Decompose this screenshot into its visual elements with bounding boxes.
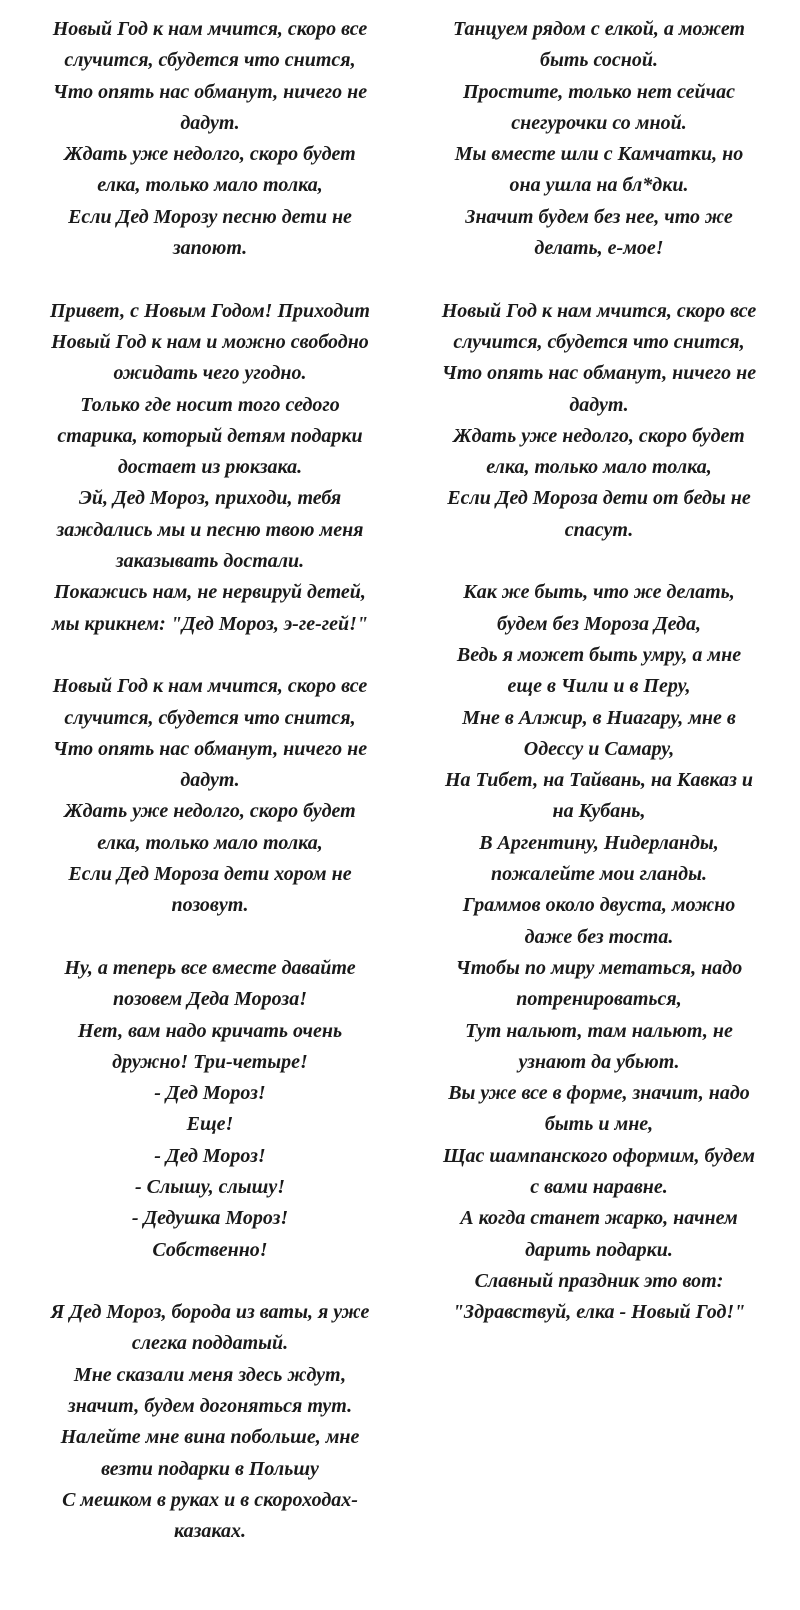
lyric-line: Чтобы по миру метаться, надо xyxy=(455,956,743,979)
stanza-gap xyxy=(20,922,400,953)
lyric-line: слегка поддатый. xyxy=(131,1332,289,1355)
lyric-line: она ушла на бл*дки. xyxy=(509,174,689,197)
lyric-line: спасут. xyxy=(564,518,634,541)
lyric-line: казаках. xyxy=(173,1520,247,1543)
lyric-line: с вами наравне. xyxy=(530,1175,668,1198)
lyric-line: Новый Год к нам мчится, скоро все xyxy=(52,675,368,698)
lyric-line: Танцуем рядом с елкой, а может xyxy=(453,18,745,40)
lyric-line: С мешком в руках и в скороходах- xyxy=(62,1488,358,1511)
lyric-line: - Дед Мороз! xyxy=(154,1082,266,1105)
lyric-line: Как же быть, что же делать, xyxy=(463,581,735,604)
lyric-line: - Слышу, слышу! xyxy=(134,1175,286,1198)
lyric-line: Ждать уже недолго, скоро будет xyxy=(64,800,356,823)
stanza-gap xyxy=(410,546,788,577)
lyric-line: Эй, Дед Мороз, приходи, тебя xyxy=(78,487,342,510)
stanza-gap xyxy=(410,264,788,295)
lyric-line: Мне в Алжир, в Ниагару, мне в xyxy=(462,706,736,729)
lyric-line: Если Дед Мороза дети от беды не xyxy=(447,487,751,510)
lyric-line: дружно! Три-четыре! xyxy=(112,1050,308,1073)
lyric-line: елка, только мало толка, xyxy=(97,831,323,854)
lyric-line: Ну, а теперь все вместе давайте xyxy=(64,956,356,979)
lyric-line: Одессу и Самару, xyxy=(523,737,675,760)
lyric-line: Нет, вам надо кричать очень xyxy=(77,1019,343,1042)
lyric-line: Славный праздник это вот: xyxy=(474,1269,724,1292)
lyric-line: значит, будем догоняться тут. xyxy=(67,1395,353,1418)
lyric-line: Собственно! xyxy=(152,1238,268,1261)
lyric-line: старика, который детям подарки xyxy=(57,424,363,447)
right-lyrics-column xyxy=(410,14,788,1610)
lyric-line: на Кубань, xyxy=(552,800,646,823)
lyric-line: позовем Деда Мороза! xyxy=(113,988,307,1011)
lyric-line: Привет, с Новым Годом! Приходит xyxy=(50,299,370,322)
stanza-gap xyxy=(20,264,400,295)
lyric-line: Мы вместе шли с Камчатки, но xyxy=(454,143,744,166)
lyric-line: Значит будем без нее, что же xyxy=(465,205,733,228)
lyric-line: - Дед Мороз! xyxy=(154,1144,266,1167)
left-lyrics-column xyxy=(20,14,400,1610)
lyric-line: елка, только мало толка, xyxy=(97,174,323,197)
lyric-line: запоют. xyxy=(172,237,248,260)
lyric-line: Ведь я может быть умру, а мне xyxy=(456,643,742,666)
lyric-line: Только где носит того седого xyxy=(80,393,340,416)
lyric-line: елка, только мало толка, xyxy=(486,456,712,479)
lyric-line: Вы уже все в форме, значит, надо xyxy=(448,1082,750,1105)
lyric-line: Я Дед Мороз, борода из ваты, я уже xyxy=(50,1301,370,1324)
lyric-line: На Тибет, на Тайвань, на Кавказ и xyxy=(445,769,753,792)
lyric-line: еще в Чили и в Перу, xyxy=(507,675,691,698)
lyric-line: дадут. xyxy=(569,393,629,416)
lyric-line: Что опять нас обманут, ничего не xyxy=(52,80,368,103)
lyric-line: Налейте мне вина побольше, мне xyxy=(60,1426,360,1449)
lyric-line: Новый Год к нам и можно свободно xyxy=(51,330,369,353)
lyric-line: мы крикнем: "Дед Мороз, э-ге-гей!" xyxy=(51,612,369,635)
lyric-line: Тут нальют, там нальют, не xyxy=(465,1019,733,1042)
lyric-line: Граммов около двуста, можно xyxy=(462,894,736,917)
lyric-line: Новый Год к нам мчится, скоро все xyxy=(441,299,757,322)
lyric-line: случится, сбудется что снится, xyxy=(64,49,356,72)
lyric-line: Еще! xyxy=(186,1113,234,1136)
stanza-gap xyxy=(20,640,400,671)
lyric-line: быть сосной. xyxy=(539,49,659,72)
lyric-line: даже без тоста. xyxy=(524,925,674,948)
lyric-line: пожалейте мои гланды. xyxy=(491,863,707,886)
lyric-line: дарить подарки. xyxy=(525,1238,673,1261)
lyric-line: узнают да убьют. xyxy=(518,1050,680,1073)
lyric-line: снегурочки со мной. xyxy=(511,111,687,134)
lyric-line: дадут. xyxy=(180,111,240,134)
lyric-line: позовут. xyxy=(171,894,249,917)
lyric-line: В Аргентину, Нидерланды, xyxy=(479,831,719,854)
lyric-line: заждались мы и песню твою меня xyxy=(56,518,364,541)
lyric-line: случится, сбудется что снится, xyxy=(64,706,356,729)
lyric-line: Ждать уже недолго, скоро будет xyxy=(64,143,356,166)
lyric-line: дадут. xyxy=(180,769,240,792)
lyric-line: везти подарки в Польшу xyxy=(101,1457,319,1480)
stanza-gap xyxy=(20,1266,400,1297)
lyric-line: Если Дед Мороза дети хором не xyxy=(68,863,352,886)
lyric-line: заказывать достали. xyxy=(115,550,305,573)
lyric-line: достает из рюкзака. xyxy=(117,456,303,479)
lyric-line: Мне сказали меня здесь ждут, xyxy=(73,1363,347,1386)
lyric-line: будем без Мороза Деда, xyxy=(497,612,701,635)
lyric-line: Новый Год к нам мчится, скоро все xyxy=(52,18,368,40)
lyric-line: ожидать чего угодно. xyxy=(113,362,307,385)
lyric-line: Простите, только нет сейчас xyxy=(462,80,736,103)
lyric-line: Если Дед Морозу песню дети не xyxy=(68,205,352,228)
lyric-line: Ждать уже недолго, скоро будет xyxy=(453,424,745,447)
lyric-line: случится, сбудется что снится, xyxy=(453,330,745,353)
lyric-line: Щас шампанского оформим, будем xyxy=(442,1144,755,1167)
lyric-line: Покажись нам, не нервируй детей, xyxy=(54,581,366,604)
lyric-line: "Здравствуй, елка - Новый Год!" xyxy=(452,1301,746,1324)
lyric-line: делать, е-мое! xyxy=(534,237,664,260)
lyric-line: Что опять нас обманут, ничего не xyxy=(52,737,368,760)
lyric-line: быть и мне, xyxy=(544,1113,654,1136)
lyric-line: потренироваться, xyxy=(516,988,682,1011)
lyric-line: А когда станет жарко, начнем xyxy=(460,1207,738,1230)
lyric-line: - Дедушка Мороз! xyxy=(131,1207,289,1230)
lyric-line: Что опять нас обманут, ничего не xyxy=(441,362,757,385)
